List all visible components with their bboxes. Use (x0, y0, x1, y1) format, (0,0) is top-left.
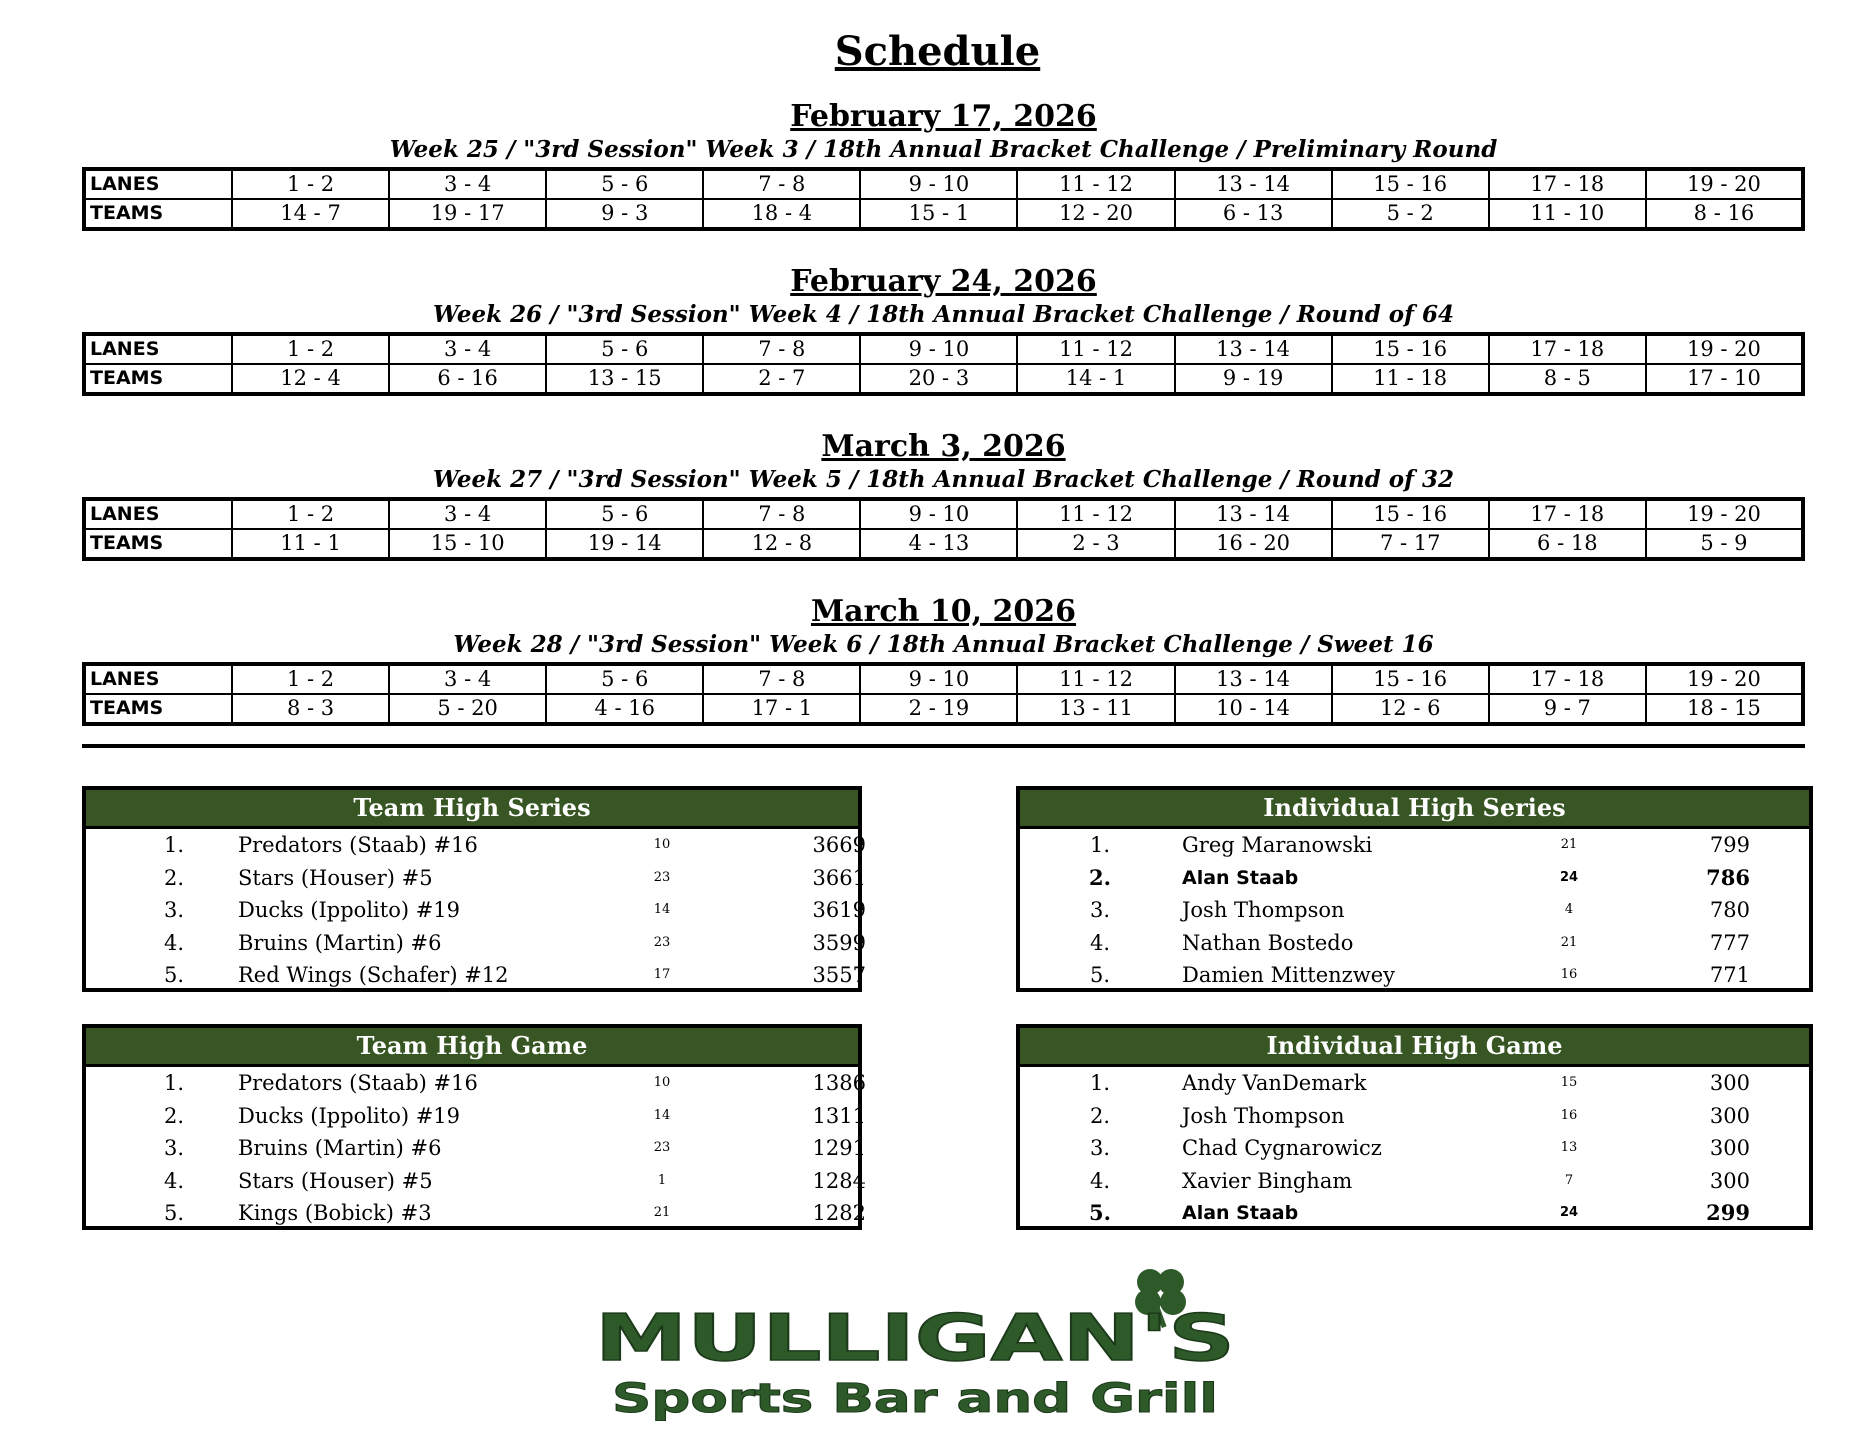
lane-pair-cell: 1 - 2 (232, 664, 389, 694)
teams-row (84, 694, 1803, 724)
team-matchup-cell: 4 - 13 (860, 529, 1017, 559)
bowler-name: Stars (Houser) #5 (238, 865, 433, 890)
score-value: 1311 (812, 1103, 866, 1128)
page-title: Schedule (834, 28, 1041, 75)
individual-high-series-header: Individual High Series (1020, 790, 1809, 829)
week-number: 16 (1560, 1107, 1578, 1123)
lane-assignment-table (82, 662, 1805, 726)
schedule-week-info: Week 27 / "3rd Session" Week 5 / 18th Annual Bracket Challenge / Round of 32 (432, 466, 1455, 493)
team-matchup-cell: 17 - 10 (1646, 364, 1803, 394)
schedule-week-info: Week 28 / "3rd Session" Week 6 / 18th Annual Bracket Challenge / Sweet 16 (453, 631, 1434, 658)
score-value: 780 (1709, 898, 1750, 922)
bowler-name: Ducks (Ippolito) #19 (238, 898, 461, 922)
score-value: 300 (1709, 1103, 1750, 1128)
lane-pair-cell: 11 - 12 (1017, 664, 1174, 694)
week-number: 1 (657, 1172, 667, 1188)
schedule-date: February 24, 2026 (790, 264, 1097, 299)
team-matchup-cell: 8 - 3 (232, 694, 389, 724)
score-value: 1291 (812, 1136, 866, 1160)
lane-pair-cell: 15 - 16 (1332, 664, 1489, 694)
lane-pair-cell: 13 - 14 (1175, 334, 1332, 364)
bowler-name: Andy VanDemark (1182, 1071, 1367, 1095)
team-matchup-cell: 5 - 9 (1646, 529, 1803, 559)
lane-pair-cell: 9 - 10 (860, 499, 1017, 529)
leaderboard-row (86, 1165, 866, 1198)
rank-number: 4. (1089, 930, 1111, 955)
score-value: 1282 (812, 1201, 866, 1225)
leaderboard-row (86, 1132, 866, 1165)
schedule-block (82, 99, 1805, 231)
leaderboard-row (1020, 1067, 1809, 1100)
team-high-game-box (82, 1024, 866, 1230)
lane-pair-cell: 11 - 12 (1017, 499, 1174, 529)
schedule-block (82, 594, 1805, 726)
team-matchup-cell: 5 - 20 (389, 694, 546, 724)
team-matchup-cell: 13 - 11 (1017, 694, 1174, 724)
team-high-series-header: Team High Series (86, 790, 858, 829)
rank-number: 2. (1089, 864, 1111, 890)
lane-assignment-table (82, 332, 1805, 396)
team-matchup-cell: 9 - 3 (546, 199, 703, 229)
teams-row-label: TEAMS (84, 199, 232, 229)
lane-pair-cell: 1 - 2 (232, 169, 389, 199)
lanes-row-label: LANES (84, 499, 232, 529)
team-matchup-cell: 2 - 3 (1017, 529, 1174, 559)
lane-pair-cell: 13 - 14 (1175, 169, 1332, 199)
week-number: 14 (653, 1107, 671, 1123)
section-divider (82, 744, 1805, 748)
score-value: 300 (1709, 1136, 1750, 1160)
lane-assignment-table (82, 497, 1805, 561)
bowler-name: Josh Thompson (1182, 1103, 1345, 1128)
team-high-game-header: Team High Game (86, 1028, 858, 1067)
score-value: 771 (1709, 963, 1750, 987)
bowler-name: Kings (Bobick) #3 (238, 1201, 432, 1225)
score-value: 799 (1709, 833, 1750, 857)
week-number: 24 (1559, 869, 1579, 885)
score-value: 786 (1706, 864, 1750, 890)
team-matchup-cell: 2 - 7 (703, 364, 860, 394)
schedule-week-info: Week 26 / "3rd Session" Week 4 / 18th Annual Bracket Challenge / Round of 64 (432, 301, 1455, 328)
rank-number: 2. (163, 1103, 185, 1128)
bowler-name: Josh Thompson (1182, 898, 1345, 922)
leaderboard-rows (1020, 829, 1809, 992)
individual-high-series-box (1016, 786, 1813, 992)
leaderboard-row (86, 829, 866, 862)
teams-row (84, 529, 1803, 559)
team-matchup-cell: 15 - 1 (860, 199, 1017, 229)
lane-pair-cell: 17 - 18 (1489, 334, 1646, 364)
rank-number: 5. (1089, 1200, 1111, 1225)
bowler-name: Predators (Staab) #16 (238, 1071, 478, 1095)
lane-pair-cell: 19 - 20 (1646, 169, 1803, 199)
bowler-name: Bruins (Martin) #6 (238, 1136, 442, 1160)
rank-number: 1. (163, 1071, 185, 1095)
team-matchup-cell: 5 - 2 (1332, 199, 1489, 229)
leaderboard-rows (86, 829, 866, 992)
schedule-date: March 3, 2026 (821, 429, 1066, 464)
lane-pair-cell: 7 - 8 (703, 334, 860, 364)
bowler-name: Alan Staab (1182, 1202, 1299, 1224)
leaderboard-row (1020, 829, 1809, 862)
week-number: 13 (1560, 1140, 1578, 1155)
rank-number: 5. (163, 963, 185, 987)
week-number: 21 (1560, 837, 1578, 852)
leaderboard-row (86, 1100, 866, 1133)
lane-pair-cell: 7 - 8 (703, 169, 860, 199)
leaderboard-row (86, 959, 866, 992)
week-number: 23 (653, 1140, 671, 1155)
lane-pair-cell: 5 - 6 (546, 169, 703, 199)
schedule-week-info: Week 25 / "3rd Session" Week 3 / 18th Annual Bracket Challenge / Preliminary Round (389, 136, 1498, 163)
leaderboard-row (86, 894, 866, 927)
week-number: 15 (1560, 1075, 1578, 1090)
team-matchup-cell: 2 - 19 (860, 694, 1017, 724)
lane-pair-cell: 1 - 2 (232, 499, 389, 529)
team-matchup-cell: 4 - 16 (546, 694, 703, 724)
logo-tagline: Sports Bar and Grill (612, 1376, 1218, 1422)
team-matchup-cell: 12 - 8 (703, 529, 860, 559)
week-number: 21 (653, 1205, 671, 1220)
lane-pair-cell: 19 - 20 (1646, 499, 1803, 529)
rank-number: 2. (1089, 1103, 1111, 1128)
rank-number: 3. (1089, 898, 1111, 922)
lane-pair-cell: 15 - 16 (1332, 334, 1489, 364)
week-number: 23 (653, 869, 671, 885)
lane-pair-cell: 3 - 4 (389, 499, 546, 529)
leaderboard-row (1020, 862, 1809, 895)
score-value: 300 (1709, 1168, 1750, 1193)
team-matchup-cell: 15 - 10 (389, 529, 546, 559)
rank-number: 2. (163, 865, 185, 890)
lane-pair-cell: 9 - 10 (860, 169, 1017, 199)
bowler-name: Chad Cygnarowicz (1182, 1136, 1382, 1160)
lane-pair-cell: 19 - 20 (1646, 664, 1803, 694)
lane-pair-cell: 3 - 4 (389, 334, 546, 364)
lane-pair-cell: 15 - 16 (1332, 499, 1489, 529)
rank-number: 5. (1089, 963, 1111, 987)
team-matchup-cell: 9 - 19 (1175, 364, 1332, 394)
week-number: 24 (1559, 1205, 1579, 1220)
lane-pair-cell: 19 - 20 (1646, 334, 1803, 364)
week-number: 4 (1564, 902, 1574, 917)
week-number: 16 (1560, 967, 1578, 982)
lane-pair-cell: 7 - 8 (703, 664, 860, 694)
bowler-name: Alan Staab (1182, 866, 1299, 889)
score-value: 1284 (812, 1168, 866, 1193)
schedule-date: February 17, 2026 (790, 99, 1097, 134)
teams-row-label: TEAMS (84, 529, 232, 559)
week-number: 23 (653, 934, 671, 950)
rank-number: 4. (1089, 1168, 1111, 1193)
lane-pair-cell: 17 - 18 (1489, 664, 1646, 694)
schedule-block (82, 264, 1805, 396)
lane-assignment-table (82, 167, 1805, 231)
bowler-name: Stars (Houser) #5 (238, 1168, 433, 1193)
lane-pair-cell: 13 - 14 (1175, 664, 1332, 694)
team-matchup-cell: 7 - 17 (1332, 529, 1489, 559)
rank-number: 4. (163, 930, 185, 955)
leaderboard-row (1020, 1197, 1809, 1230)
leaderboard-row (1020, 894, 1809, 927)
team-matchup-cell: 14 - 7 (232, 199, 389, 229)
week-number: 21 (1560, 934, 1578, 950)
team-matchup-cell: 19 - 17 (389, 199, 546, 229)
team-matchup-cell: 12 - 6 (1332, 694, 1489, 724)
lane-pair-cell: 7 - 8 (703, 499, 860, 529)
lane-pair-cell: 1 - 2 (232, 334, 389, 364)
lanes-row-label: LANES (84, 169, 232, 199)
lanes-row (84, 169, 1803, 199)
lane-pair-cell: 17 - 18 (1489, 499, 1646, 529)
team-matchup-cell: 11 - 10 (1489, 199, 1646, 229)
leaderboard-row (1020, 927, 1809, 960)
bowler-name: Bruins (Martin) #6 (238, 930, 442, 955)
lanes-row (84, 664, 1803, 694)
team-matchup-cell: 6 - 18 (1489, 529, 1646, 559)
score-value: 3619 (812, 898, 866, 922)
lane-pair-cell: 5 - 6 (546, 334, 703, 364)
team-matchup-cell: 11 - 1 (232, 529, 389, 559)
lane-pair-cell: 3 - 4 (389, 664, 546, 694)
team-matchup-cell: 6 - 13 (1175, 199, 1332, 229)
score-value: 3557 (812, 963, 866, 987)
team-matchup-cell: 12 - 20 (1017, 199, 1174, 229)
week-number: 17 (653, 967, 671, 982)
week-number: 10 (653, 837, 671, 852)
team-matchup-cell: 18 - 15 (1646, 694, 1803, 724)
team-matchup-cell: 18 - 4 (703, 199, 860, 229)
score-value: 1386 (812, 1071, 866, 1095)
score-value: 3661 (812, 865, 866, 890)
score-value: 299 (1706, 1200, 1750, 1225)
rank-number: 5. (163, 1201, 185, 1225)
team-matchup-cell: 16 - 20 (1175, 529, 1332, 559)
team-matchup-cell: 6 - 16 (389, 364, 546, 394)
team-matchup-cell: 14 - 1 (1017, 364, 1174, 394)
team-matchup-cell: 8 - 5 (1489, 364, 1646, 394)
rank-number: 3. (163, 1136, 185, 1160)
lane-pair-cell: 11 - 12 (1017, 334, 1174, 364)
lane-pair-cell: 9 - 10 (860, 664, 1017, 694)
lane-pair-cell: 13 - 14 (1175, 499, 1332, 529)
schedule-block (82, 429, 1805, 561)
leaderboard-rows (86, 1067, 866, 1230)
teams-row (84, 199, 1803, 229)
bowler-name: Greg Maranowski (1182, 833, 1373, 857)
bowler-name: Red Wings (Schafer) #12 (238, 963, 509, 987)
team-matchup-cell: 8 - 16 (1646, 199, 1803, 229)
team-matchup-cell: 9 - 7 (1489, 694, 1646, 724)
team-matchup-cell: 17 - 1 (703, 694, 860, 724)
teams-row-label: TEAMS (84, 694, 232, 724)
rank-number: 4. (163, 1168, 185, 1193)
lanes-row-label: LANES (84, 334, 232, 364)
week-number: 7 (1564, 1172, 1574, 1188)
score-value: 777 (1709, 930, 1750, 955)
leaderboard-row (86, 862, 866, 895)
lane-pair-cell: 5 - 6 (546, 499, 703, 529)
team-matchup-cell: 10 - 14 (1175, 694, 1332, 724)
individual-high-game-box (1016, 1024, 1813, 1230)
score-value: 300 (1709, 1071, 1750, 1095)
rank-number: 3. (163, 898, 185, 922)
leaderboard-row (1020, 1132, 1809, 1165)
leaderboard-row (1020, 959, 1809, 992)
individual-high-game-header: Individual High Game (1020, 1028, 1809, 1067)
score-value: 3599 (812, 930, 866, 955)
leaderboard-row (86, 1197, 866, 1230)
lane-pair-cell: 15 - 16 (1332, 169, 1489, 199)
lane-pair-cell: 9 - 10 (860, 334, 1017, 364)
leaderboard-rows (1020, 1067, 1809, 1230)
rank-number: 1. (163, 833, 185, 857)
leaderboard-row (1020, 1165, 1809, 1198)
leaderboard-row (1020, 1100, 1809, 1133)
schedule-date: March 10, 2026 (810, 594, 1077, 629)
lanes-row-label: LANES (84, 664, 232, 694)
team-matchup-cell: 12 - 4 (232, 364, 389, 394)
team-matchup-cell: 19 - 14 (546, 529, 703, 559)
bowler-name: Ducks (Ippolito) #19 (238, 1103, 461, 1128)
team-matchup-cell: 11 - 18 (1332, 364, 1489, 394)
rank-number: 3. (1089, 1136, 1111, 1160)
team-high-series-box (82, 786, 866, 992)
lanes-row (84, 334, 1803, 364)
team-matchup-cell: 20 - 3 (860, 364, 1017, 394)
lane-pair-cell: 5 - 6 (546, 664, 703, 694)
lane-pair-cell: 11 - 12 (1017, 169, 1174, 199)
lanes-row (84, 499, 1803, 529)
rank-number: 1. (1089, 833, 1111, 857)
teams-row-label: TEAMS (84, 364, 232, 394)
teams-row (84, 364, 1803, 394)
mulligans-logo (588, 1262, 1242, 1422)
team-matchup-cell: 13 - 15 (546, 364, 703, 394)
leaderboard-row (86, 1067, 866, 1100)
score-value: 3669 (812, 833, 866, 857)
week-number: 10 (653, 1075, 671, 1090)
rank-number: 1. (1089, 1071, 1111, 1095)
lane-pair-cell: 17 - 18 (1489, 169, 1646, 199)
week-number: 14 (653, 902, 671, 917)
logo-name: MULLIGAN'S (595, 1302, 1235, 1376)
lane-pair-cell: 3 - 4 (389, 169, 546, 199)
leaderboard-row (86, 927, 866, 960)
bowler-name: Nathan Bostedo (1182, 930, 1354, 955)
bowler-name: Damien Mittenzwey (1182, 963, 1395, 987)
bowler-name: Predators (Staab) #16 (238, 833, 478, 857)
bowler-name: Xavier Bingham (1182, 1168, 1353, 1193)
